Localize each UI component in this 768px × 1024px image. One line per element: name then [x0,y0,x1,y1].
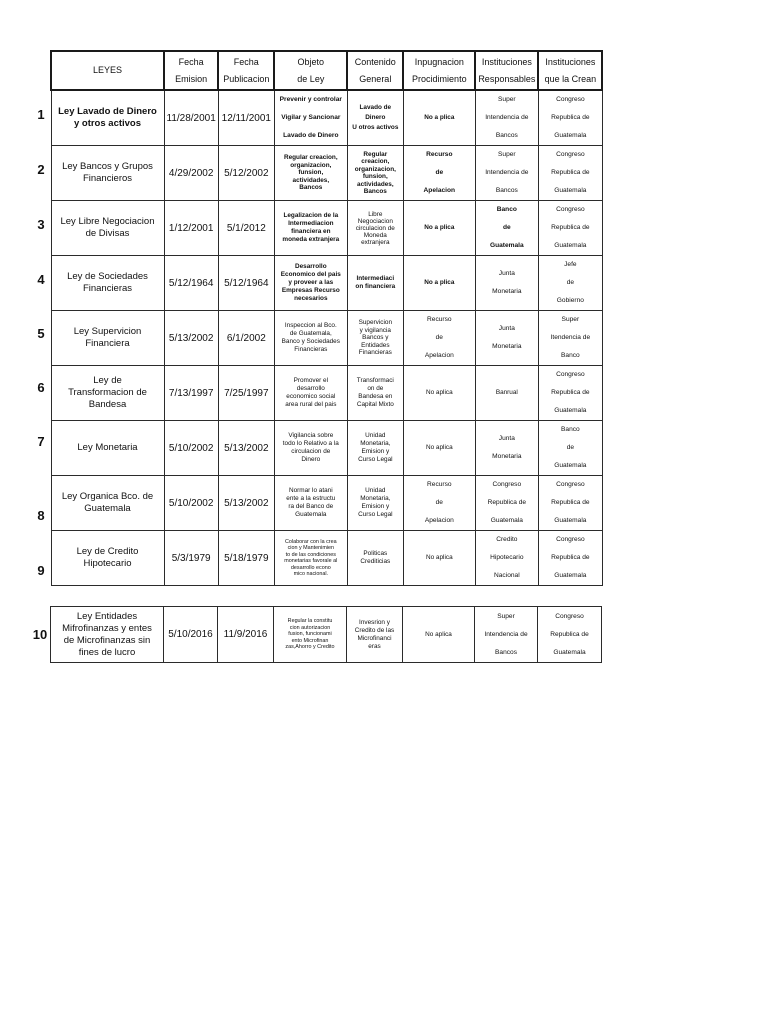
law-name-cell[interactable]: Ley Bancos y Grupos Financieros [51,146,164,201]
emision-date-cell[interactable]: 4/29/2002 [164,146,218,201]
crean-cell[interactable]: Congreso Republica de Guatemala [538,90,602,146]
table-row [51,421,602,476]
responsables-cell[interactable]: Super Intendencia de Bancos [475,146,538,201]
publicacion-date-cell[interactable]: 5/12/2002 [218,146,274,201]
crean-cell[interactable]: Congreso Republica de Guatemala [538,366,602,421]
emision-date-cell[interactable]: 5/3/1979 [164,531,218,586]
table-row [51,476,602,531]
impugnacion-cell[interactable]: No aplica [403,531,475,586]
responsables-cell[interactable]: Super Intendencia de Bancos [475,607,538,663]
header-impugnacion: Inpugnacion Procidimiento [403,51,475,90]
crean-cell[interactable]: Super Itendencia de Banco [538,311,602,366]
header-contenido: Contenido General [347,51,403,90]
contenido-cell[interactable]: Regular creacion, organizacion, funsion, actividades, Bancos [347,146,403,201]
contenido-cell[interactable]: Unidad Monetaria, Emision y Curso Legal [347,476,403,531]
emision-date-cell[interactable]: 5/10/2002 [164,421,218,476]
contenido-cell[interactable]: Libre Negociacion circulacion de Moneda extranjera [347,201,403,256]
publicacion-date-cell[interactable]: 11/9/2016 [218,607,274,663]
law-name-cell[interactable]: Ley de Credito Hipotecario [51,531,164,586]
impugnacion-cell[interactable]: Recurso de Apelacion [403,476,475,531]
table-row [51,146,602,201]
row-number: 3 [37,217,45,232]
law-name-cell[interactable]: Ley Lavado de Dinero y otros activos [51,90,164,146]
law-name-cell[interactable]: Ley de Transformacion de Bandesa [51,366,164,421]
row-number: 7 [37,434,45,449]
law-name-cell[interactable]: Ley de Sociedades Financieras [51,256,164,311]
publicacion-date-cell[interactable]: 5/1/2012 [218,201,274,256]
responsables-cell[interactable]: Junta Monetaria [475,311,538,366]
responsables-cell[interactable]: Credito Hipotecario Nacional [475,531,538,586]
impugnacion-cell[interactable]: Recurso de Apelacion [403,146,475,201]
contenido-cell[interactable]: Transformaci on de Bandesa en Capital Mixto [347,366,403,421]
emision-date-cell[interactable]: 7/13/1997 [164,366,218,421]
law-name-cell[interactable]: Ley Monetaria [51,421,164,476]
contenido-cell[interactable]: Supervicion y vigilancia Bancos y Entidades Financieras [347,311,403,366]
table-row [51,90,602,146]
laws-table-extra [50,606,602,663]
law-name-cell[interactable]: Ley Supervicion Financiera [51,311,164,366]
responsables-cell[interactable]: Banrual [475,366,538,421]
responsables-cell[interactable]: Super Intendencia de Bancos [475,90,538,146]
emision-date-cell[interactable]: 5/10/2016 [164,607,218,663]
publicacion-date-cell[interactable]: 6/1/2002 [218,311,274,366]
objeto-cell[interactable]: Legalizacion de la Intermediacion financiera en moneda extranjera [274,201,347,256]
table-row [51,256,602,311]
table-row [51,201,602,256]
crean-cell[interactable]: Congreso Republica de Guatemala [538,607,602,663]
objeto-cell[interactable]: Colaborar con la crea cion y Mantenimien to de las condiciones monetarias favorale al desarrollo econo mico nacional. [274,531,347,586]
objeto-cell[interactable]: Prevenir y controlar Vigilar y Sancionar Lavado de Dinero [274,90,347,146]
header-fecha-emision: Fecha Emision [164,51,218,90]
responsables-cell[interactable]: Junta Monetaria [475,421,538,476]
emision-date-cell[interactable]: 5/13/2002 [164,311,218,366]
crean-cell[interactable]: Congreso Republica de Guatemala [538,531,602,586]
publicacion-date-cell[interactable]: 7/25/1997 [218,366,274,421]
objeto-cell[interactable]: Regular la constitu cion autorizacion fusion, funcionami ento Microfinan zas,Ahorro y Credito [274,607,347,663]
table-row [51,607,602,663]
impugnacion-cell[interactable]: No aplica [403,421,475,476]
header-fecha-publicacion: Fecha Publicacion [218,51,274,90]
objeto-cell[interactable]: Normar lo atani ente a la estructu ra del Banco de Guatemala [274,476,347,531]
crean-cell[interactable]: Congreso Republica de Guatemala [538,476,602,531]
row-number: 9 [37,563,45,578]
header-leyes: LEYES [51,51,164,90]
law-name-cell[interactable]: Ley Entidades Mifrofinanzas y entes de Microfinanzas sin fines de lucro [51,607,164,663]
crean-cell[interactable]: Banco de Guatemala [538,421,602,476]
publicacion-date-cell[interactable]: 5/12/1964 [218,256,274,311]
emision-date-cell[interactable]: 5/12/1964 [164,256,218,311]
crean-cell[interactable]: Congreso Republica de Guatemala [538,201,602,256]
law-name-cell[interactable]: Ley Libre Negociacion de Divisas [51,201,164,256]
objeto-cell[interactable]: Regular creacion, organizacion, funsion, actividades, Bancos [274,146,347,201]
emision-date-cell[interactable]: 5/10/2002 [164,476,218,531]
row-number: 1 [37,107,45,122]
publicacion-date-cell[interactable]: 5/13/2002 [218,421,274,476]
row-number: 2 [37,162,45,177]
impugnacion-cell[interactable]: No a plica [403,201,475,256]
table-row [51,531,602,586]
responsables-cell[interactable]: Junta Monetaria [475,256,538,311]
impugnacion-cell[interactable]: No a plica [403,90,475,146]
table-row [51,366,602,421]
responsables-cell[interactable]: Banco de Guatemala [475,201,538,256]
objeto-cell[interactable]: Desarrollo Economico del pais y proveer a las Empresas Recurso necesarios [274,256,347,311]
law-name-cell[interactable]: Ley Organica Bco. de Guatemala [51,476,164,531]
row-number: 6 [37,380,45,395]
publicacion-date-cell[interactable]: 5/18/1979 [218,531,274,586]
contenido-cell[interactable]: Intermediaci on financiera [347,256,403,311]
publicacion-date-cell[interactable]: 12/11/2001 [218,90,274,146]
responsables-cell[interactable]: Congreso Republica de Guatemala [475,476,538,531]
row-number: 8 [37,508,45,523]
contenido-cell[interactable]: Unidad Monetaria, Emision y Curso Legal [347,421,403,476]
objeto-cell[interactable]: Promover el desarrollo economico social area rural del pais [274,366,347,421]
impugnacion-cell[interactable]: No a plica [403,256,475,311]
header-row [51,51,602,90]
impugnacion-cell[interactable]: No aplica [403,366,475,421]
publicacion-date-cell[interactable]: 5/13/2002 [218,476,274,531]
impugnacion-cell[interactable]: Recurso de Apelacion [403,311,475,366]
header-instituciones-crean: Instituciones que la Crean [538,51,602,90]
header-objeto: Objeto de Ley [274,51,347,90]
contenido-cell[interactable]: Lavado de Dinero U otros activos [347,90,403,146]
row-number: 10 [32,627,48,642]
contenido-cell[interactable]: Politicas Crediticias [347,531,403,586]
objeto-cell[interactable]: Vigilancia sobre todo lo Relativo a la circulacion de Dinero [274,421,347,476]
row-number: 4 [37,272,45,287]
header-instituciones-responsables: Instituciones Responsables [475,51,538,90]
impugnacion-cell[interactable]: No aplica [403,607,475,663]
crean-cell[interactable]: Jefe de Gobierno [538,256,602,311]
objeto-cell[interactable]: Inspeccion al Bco. de Guatemala, Banco y Sociedades Financieras [274,311,347,366]
row-number: 5 [37,326,45,341]
table-row [51,311,602,366]
emision-date-cell[interactable]: 11/28/2001 [164,90,218,146]
emision-date-cell[interactable]: 1/12/2001 [164,201,218,256]
contenido-cell[interactable]: Invesrion y Credito de las Microfinanci eras [347,607,403,663]
crean-cell[interactable]: Congreso Republica de Guatemala [538,146,602,201]
laws-table [50,50,603,586]
